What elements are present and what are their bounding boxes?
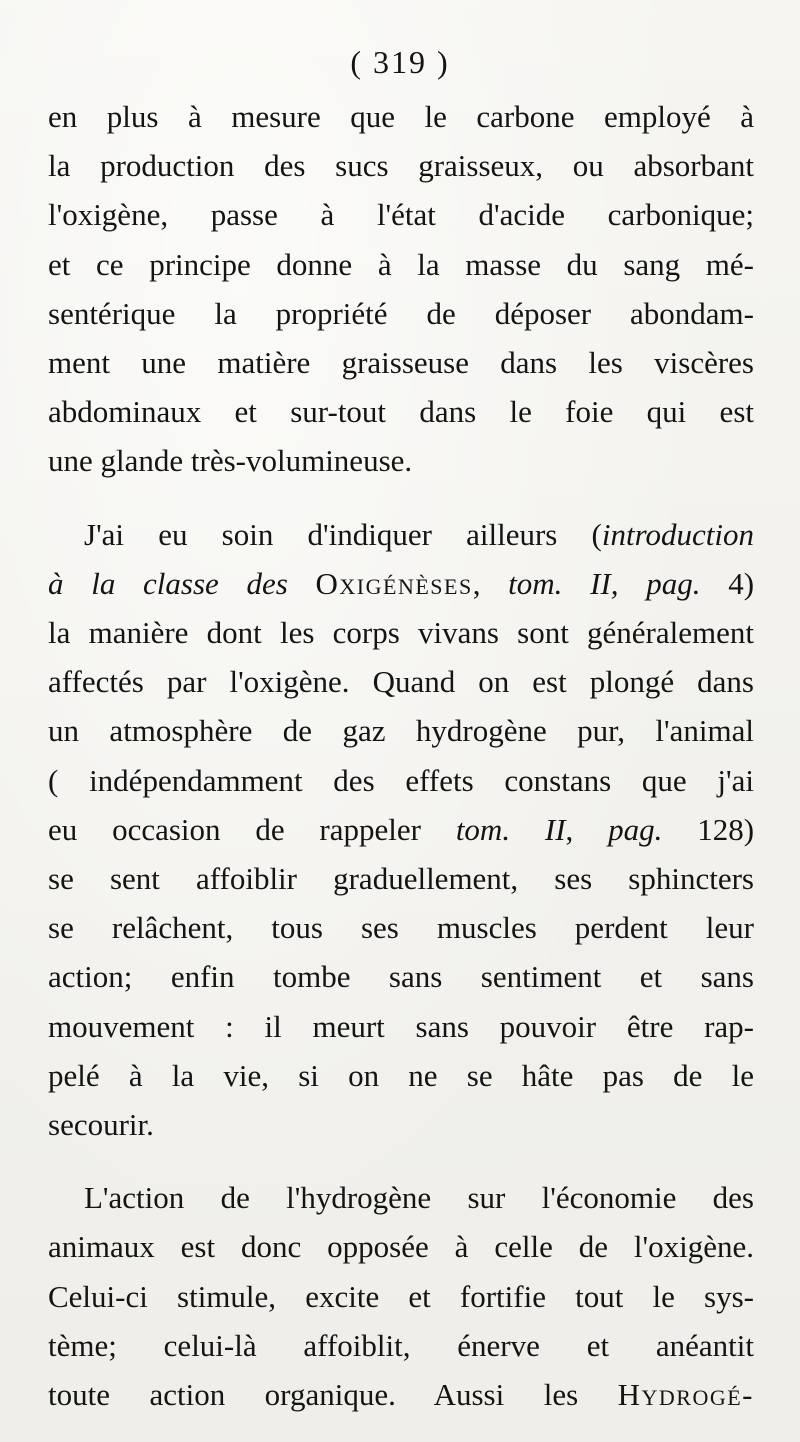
text-line: se sent affoiblir graduellement, ses sphincters [48,861,754,897]
text-line: L'action de l'hydrogène sur l'économie des [84,1180,754,1216]
smallcaps-run: Oxigénèses [315,565,473,601]
text-line: se relâchent, tous ses muscles perdent leur [48,910,754,946]
text-line: la production des sucs graisseux, ou absorbant [48,148,754,184]
italic-run: introduction [601,516,754,552]
text-line: ( indépendamment des effets constans que j'ai [48,762,754,798]
text-line [48,559,754,608]
paragraph-2 [48,510,754,1150]
text-line: en plus à mesure que le carbone employé à [48,99,754,134]
text-body [48,92,754,1419]
text-line: et ce principe donne à la masse du sang mé- [48,246,754,282]
text-line [48,510,754,559]
text-line: une glande très-volumineuse. [48,443,413,479]
text-line: affectés par l'oxigène. Quand on est plongé dans [48,664,754,700]
paragraph-gap [48,1149,754,1173]
paragraph-1 [48,92,754,486]
text-line: mouvement : il meurt sans pouvoir être rap- [48,1008,754,1044]
page-number: ( 319 ) [350,44,450,80]
text-run: toute action organique. Aussi les [48,1377,579,1413]
text-line: l'oxigène, passe à l'état d'acide carbonique; [48,197,754,233]
text-run: , [472,565,481,601]
text-line [48,805,754,854]
text-line: Celui-ci stimule, excite et fortifie tout le sys- [48,1278,754,1314]
paragraph-gap [48,486,754,510]
italic-run: tom. II [455,811,566,847]
text-line: pelé à la vie, si on ne se hâte pas de le [48,1057,754,1093]
text-run: J'ai eu soin d'indiquer ailleurs ( [84,516,602,552]
text-run: eu occasion de rappeler [48,811,421,847]
text-line: sentérique la propriété de déposer abondam- [48,295,754,331]
text-line: la manière dont les corps vivans sont généralement [48,615,754,651]
italic-run: à la classe des [48,565,288,601]
text-run: 4) [728,565,755,601]
paragraph-3 [48,1173,754,1419]
text-line: tème; celui-là affoiblit, énerve et anéantit [48,1327,754,1363]
text-line: abdominaux et sur-tout dans le foie qui est [48,394,754,430]
italic-run: pag. [608,811,663,847]
italic-run: tom. II, pag. [508,565,701,601]
text-run: , [565,811,574,847]
text-line: ment une matière graisseuse dans les viscères [48,345,754,381]
text-line [48,1370,754,1419]
text-line: animaux est donc opposée à celle de l'oxigène. [48,1229,754,1265]
text-run: 128) [697,811,755,847]
smallcaps-run: Hydrogé- [617,1377,754,1413]
text-line: action; enfin tombe sans sentiment et sans [48,959,754,995]
text-line: un atmosphère de gaz hydrogène pur, l'animal [48,713,754,749]
text-line: secourir. [48,1107,154,1143]
